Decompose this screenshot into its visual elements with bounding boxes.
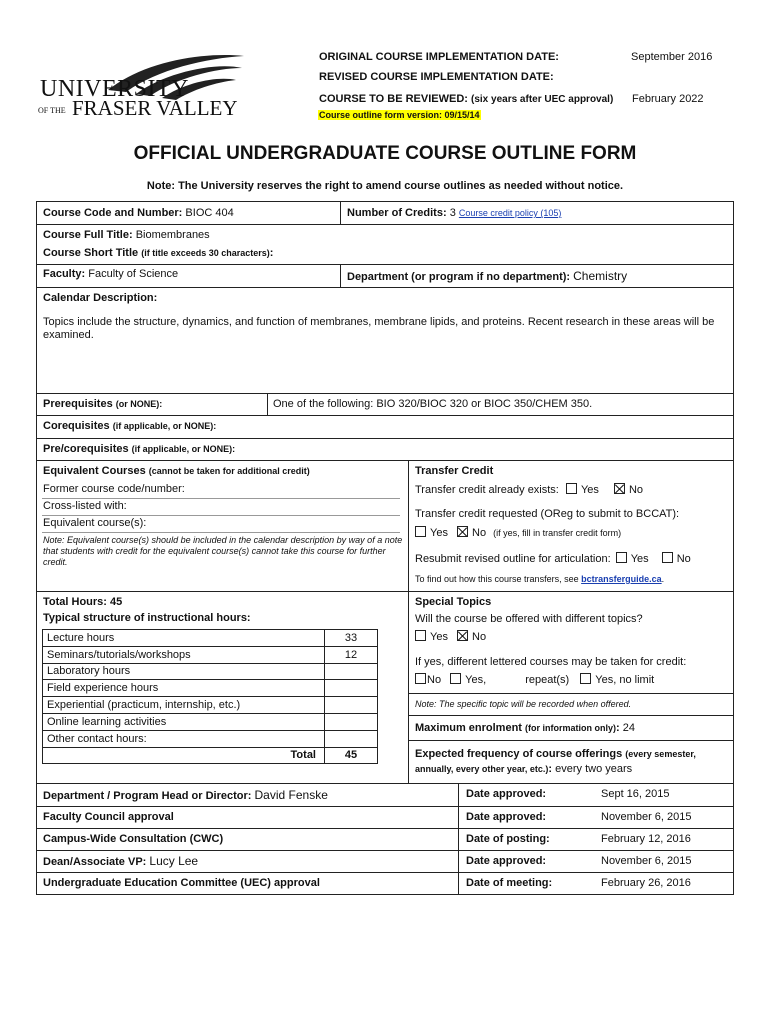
special-topics-options: Yes No	[415, 630, 486, 643]
precoreq-note: (if applicable, or NONE):	[131, 444, 236, 454]
transfer-requested-no-checkbox[interactable]	[457, 526, 468, 537]
specific-topic-note: Note: The specific topic will be recorded when offered.	[415, 699, 632, 709]
course-code	[43, 207, 234, 219]
equivalent-courses: Equivalent course(s):	[43, 517, 147, 529]
transfer-exists-yes-checkbox[interactable]	[566, 483, 577, 494]
transfer-guide-text: To find out how this course transfers, see	[415, 574, 579, 584]
precorequisites	[43, 443, 235, 455]
transfer-exists-no-checkbox[interactable]	[614, 483, 625, 494]
bctransferguide-link[interactable]: bctransferguide.ca	[581, 574, 662, 584]
approval-date-label: Date approved:	[466, 788, 547, 800]
table-row: Seminars/tutorials/workshops 12	[43, 646, 378, 663]
approval-row: Undergraduate Education Committee (UEC) approval	[43, 877, 320, 889]
course-code-value: BIOC 404	[185, 207, 234, 219]
table-row: Other contact hours:	[43, 730, 378, 747]
table-row: Field experience hours	[43, 680, 378, 697]
equivalent-label: Equivalent Courses	[43, 465, 146, 477]
resubmit-no-checkbox[interactable]	[662, 552, 673, 563]
transfer-requested-note: (if yes, fill in transfer credit form)	[493, 528, 622, 538]
transfer-exists: Transfer credit already exists: Yes No	[415, 484, 644, 496]
credit-policy-link[interactable]: Course credit policy (105)	[458, 208, 562, 218]
max-enrolment: Maximum enrolment (for information only): 24	[415, 722, 636, 734]
transfer-requested: Yes No (if yes, fill in transfer credit form)	[415, 526, 621, 539]
table-row: Online learning activities	[43, 713, 378, 730]
calendar-description: Topics include the structure, dynamics, and function of membranes, membrane lipids, and proteins. Recent research in these areas will be examined.	[43, 316, 715, 341]
frequency-label: Expected frequency of course offerings	[415, 748, 623, 760]
short-title: Course Short Title (if title exceeds 30 characters):	[43, 247, 274, 259]
lettered-options: No Yes, repeat(s) Yes, no limit	[415, 673, 654, 686]
coreq-label: Corequisites	[43, 420, 110, 432]
page-title: OFFICIAL UNDERGRADUATE COURSE OUTLINE FORM	[133, 143, 637, 164]
hours-structure-label: Typical structure of instructional hours:	[43, 612, 251, 624]
review-date-value: February 2022	[632, 93, 704, 105]
form-version: Course outline form version: 09/15/14	[319, 110, 480, 120]
approval-date-label: Date of meeting:	[466, 877, 553, 889]
corequisites	[43, 420, 216, 432]
max-enrolment-note: (for information only)	[525, 723, 617, 733]
lettered-yes-checkbox[interactable]	[450, 673, 461, 684]
original-date-value: September 2016	[631, 51, 713, 63]
transfer-exists-label: Transfer credit already exists:	[415, 484, 559, 496]
course-code-label: Course Code and Number:	[43, 207, 183, 219]
review-date-label: COURSE TO BE REVIEWED:	[319, 93, 468, 105]
approval-date-label: Date of posting:	[466, 833, 550, 845]
table-row: Experiential (practicum, internship, etc.)	[43, 697, 378, 714]
special-topics-question: Will the course be offered with different topics?	[415, 613, 643, 625]
amend-note: Note: The University reserves the right to amend course outlines as needed without notice.	[146, 180, 624, 192]
approval-row: Campus-Wide Consultation (CWC)	[43, 833, 224, 845]
special-topics-yes-checkbox[interactable]	[415, 630, 426, 641]
special-topics-title: Special Topics	[415, 596, 492, 608]
max-enrolment-label: Maximum enrolment	[415, 722, 522, 734]
transfer-requested-yes-checkbox[interactable]	[415, 526, 426, 537]
approval-date-label: Date approved:	[466, 811, 547, 823]
department-label: Department (or program if no department):	[347, 271, 571, 283]
faculty	[43, 268, 178, 280]
repeats-label: repeat(s)	[525, 674, 570, 686]
equivalent-title	[43, 465, 310, 477]
logo-prefix: OF THE	[38, 106, 66, 115]
approval-date-value: Sept 16, 2015	[601, 788, 670, 800]
lettered-courses: If yes, different lettered courses may be taken for credit:	[415, 656, 687, 668]
logo-line2: FRASER VALLEY	[72, 96, 238, 120]
credits-value: 3	[449, 207, 456, 219]
table-row: Laboratory hours	[43, 663, 378, 680]
lettered-nolimit-checkbox[interactable]	[580, 673, 591, 684]
equivalent-note: (cannot be taken for additional credit)	[148, 466, 310, 476]
coreq-note: (if applicable, or NONE):	[112, 421, 217, 431]
transfer-guide: To find out how this course transfers, see bctransferguide.ca.	[415, 574, 665, 584]
department	[347, 269, 627, 283]
credits	[347, 207, 561, 219]
resubmit-yes-checkbox[interactable]	[616, 552, 627, 563]
transfer-requested-label: Transfer credit requested (OReg to submit to BCCAT):	[415, 508, 680, 520]
table-row: Lecture hours 33	[43, 630, 378, 647]
offering-frequency: Expected frequency of course offerings (every semester, annually, every other year, etc.): every two years	[415, 748, 696, 775]
hours-table	[42, 629, 378, 764]
lettered-no-checkbox[interactable]	[415, 673, 426, 684]
prereq-note: (or NONE):	[115, 399, 163, 409]
former-course: Former course code/number:	[43, 483, 185, 495]
equivalent-guidance-note: Note: Equivalent course(s) should be included in the calendar description by way of a note that students with credit for the equivalent course(s) cannot take this course for further credit.	[43, 535, 403, 567]
total-hours-label: Total Hours:	[43, 596, 107, 608]
cross-listed: Cross-listed with:	[43, 500, 127, 512]
short-title-note: (if title exceeds 30 characters)	[141, 248, 270, 258]
university-logo	[38, 50, 248, 120]
frequency-value: every two years	[555, 763, 633, 775]
frequency-note: (every semester, annually, every other year, etc.)	[415, 749, 696, 774]
department-value: Chemistry	[573, 269, 628, 283]
prereq-label: Prerequisites	[43, 398, 113, 410]
approval-row: Department / Program Head or Director: David Fenske	[43, 788, 328, 802]
resubmit-outline: Resubmit revised outline for articulation: Yes No	[415, 553, 691, 565]
approval-date-value: November 6, 2015	[601, 855, 692, 867]
total-hours	[43, 596, 122, 608]
approval-date-value: February 12, 2016	[601, 833, 691, 845]
approval-date-label: Date approved:	[466, 855, 547, 867]
review-date-note: (six years after UEC approval)	[471, 94, 614, 105]
total-hours-value: 45	[110, 596, 123, 608]
prerequisites	[43, 398, 162, 410]
full-title-label: Course Full Title:	[43, 229, 133, 241]
revised-date-label: REVISED COURSE IMPLEMENTATION DATE:	[319, 71, 554, 83]
credits-label: Number of Credits:	[347, 207, 447, 219]
approval-date-value: November 6, 2015	[601, 811, 692, 823]
calendar-label: Calendar Description:	[43, 292, 158, 304]
approval-row: Faculty Council approval	[43, 811, 174, 823]
table-row-total: Total 45	[43, 747, 378, 764]
review-date-row	[319, 93, 613, 105]
approval-row: Dean/Associate VP: Lucy Lee	[43, 854, 199, 868]
prereq-value: One of the following: BIO 320/BIOC 320 or BIOC 350/CHEM 350.	[273, 398, 593, 410]
max-enrolment-value: 24	[622, 722, 636, 734]
short-title-label: Course Short Title	[43, 247, 139, 259]
original-date-label: ORIGINAL COURSE IMPLEMENTATION DATE:	[319, 51, 559, 63]
logo-line1: UNIVERSITY	[40, 76, 189, 102]
faculty-value: Faculty of Science	[88, 268, 179, 280]
resubmit-label: Resubmit revised outline for articulation:	[415, 553, 611, 565]
precoreq-label: Pre/corequisites	[43, 443, 129, 455]
approval-date-value: February 26, 2016	[601, 877, 691, 889]
full-title-value: Biomembranes	[135, 229, 210, 241]
faculty-label: Faculty:	[43, 268, 86, 280]
full-title	[43, 229, 210, 241]
special-topics-no-checkbox[interactable]	[457, 630, 468, 641]
transfer-title: Transfer Credit	[415, 465, 494, 477]
